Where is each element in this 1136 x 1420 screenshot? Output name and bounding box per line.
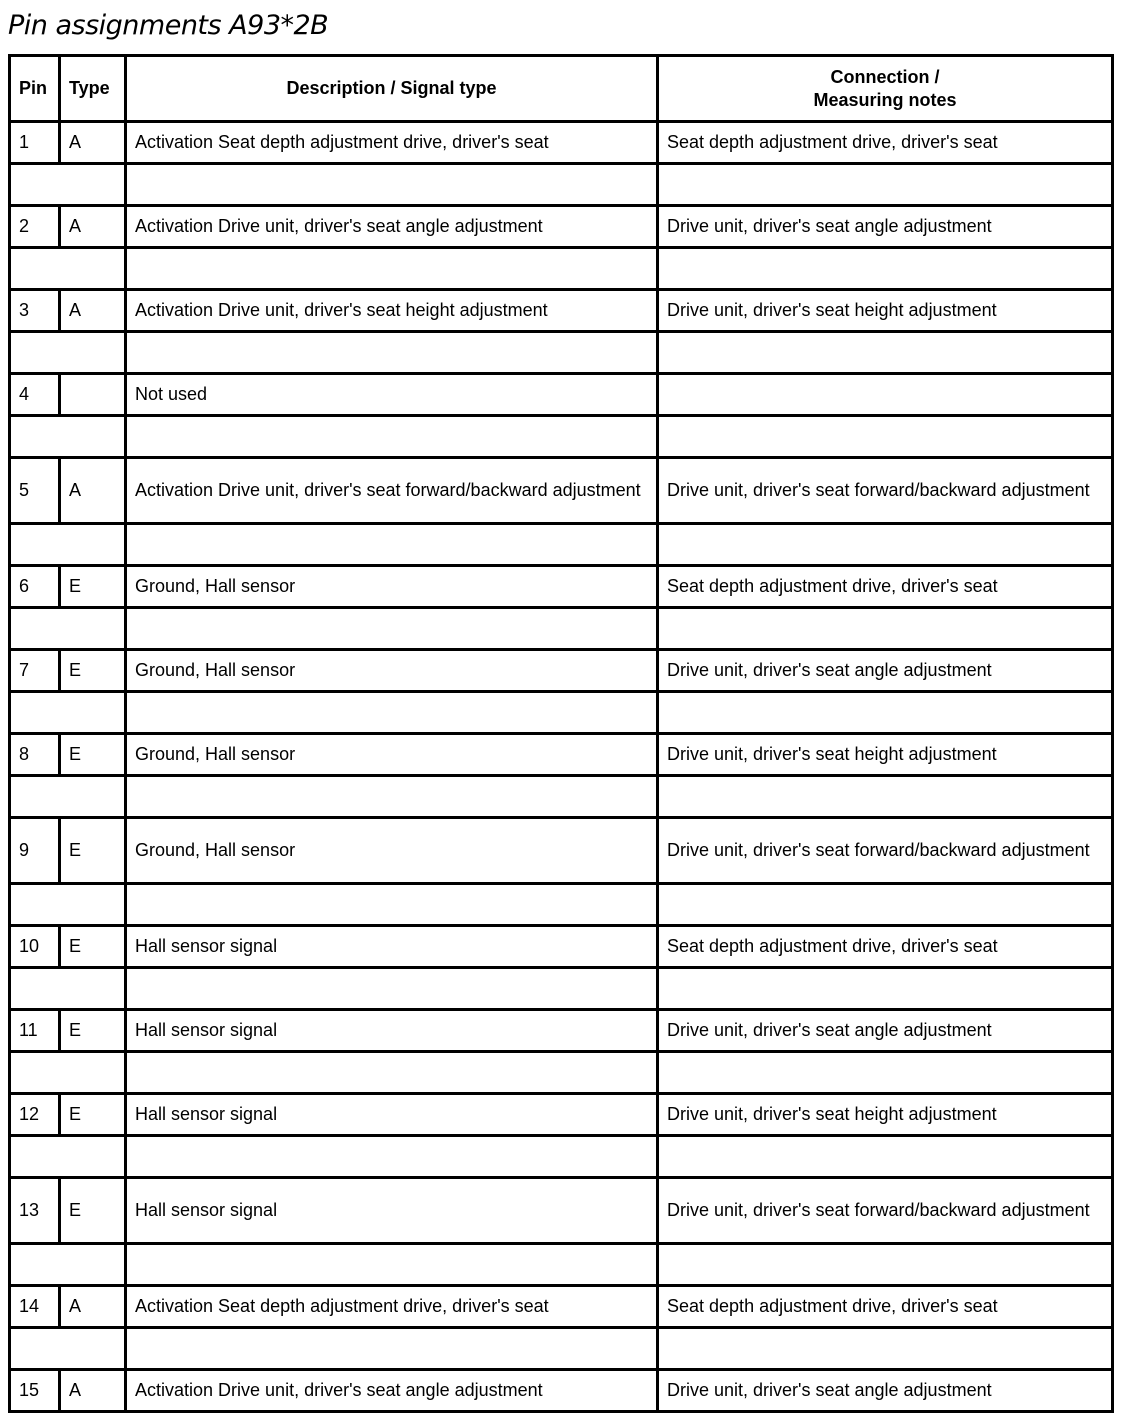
description-cell: Activation Seat depth adjustment drive, driver's seat (126, 122, 658, 164)
connection-cell (658, 374, 1113, 416)
separator-cell (126, 968, 658, 1010)
page-title: Pin assignments A93*2B (8, 10, 329, 41)
table-row (10, 1286, 1113, 1328)
separator-cell (10, 608, 126, 650)
connection-cell: Drive unit, driver's seat forward/backward adjustment (658, 818, 1113, 884)
pin-cell: 12 (10, 1094, 60, 1136)
separator-row (10, 1052, 1113, 1094)
connection-cell: Drive unit, driver's seat height adjustment (658, 290, 1113, 332)
pin-cell: 3 (10, 290, 60, 332)
type-cell: E (60, 734, 126, 776)
table-row (10, 1010, 1113, 1052)
pin-cell: 13 (10, 1178, 60, 1244)
separator-cell (658, 692, 1113, 734)
type-cell: A (60, 290, 126, 332)
connection-cell: Drive unit, driver's seat forward/backward adjustment (658, 1178, 1113, 1244)
pin-cell: 1 (10, 122, 60, 164)
separator-row (10, 524, 1113, 566)
separator-cell (10, 416, 126, 458)
table-row (10, 1094, 1113, 1136)
separator-cell (126, 1328, 658, 1370)
pin-cell: 9 (10, 818, 60, 884)
table-row (10, 734, 1113, 776)
pin-cell: 15 (10, 1370, 60, 1412)
connection-cell: Drive unit, driver's seat forward/backward adjustment (658, 458, 1113, 524)
pin-cell: 5 (10, 458, 60, 524)
separator-cell (658, 1328, 1113, 1370)
separator-cell (126, 1052, 658, 1094)
pin-assignment-table (8, 54, 1114, 1413)
separator-row (10, 164, 1113, 206)
description-cell: Activation Drive unit, driver's seat angle adjustment (126, 1370, 658, 1412)
separator-cell (10, 692, 126, 734)
table-row (10, 566, 1113, 608)
header-type: Type (60, 56, 126, 122)
header-pin: Pin (10, 56, 60, 122)
separator-row (10, 884, 1113, 926)
separator-cell (126, 164, 658, 206)
description-cell: Ground, Hall sensor (126, 818, 658, 884)
connection-cell: Seat depth adjustment drive, driver's seat (658, 926, 1113, 968)
table-row (10, 122, 1113, 164)
table-row (10, 290, 1113, 332)
connection-cell: Seat depth adjustment drive, driver's seat (658, 1286, 1113, 1328)
type-cell: A (60, 1370, 126, 1412)
separator-row (10, 1328, 1113, 1370)
separator-cell (10, 776, 126, 818)
type-cell: A (60, 122, 126, 164)
pin-cell: 7 (10, 650, 60, 692)
separator-cell (658, 884, 1113, 926)
separator-cell (10, 248, 126, 290)
separator-cell (658, 1052, 1113, 1094)
header-connection-line2: Measuring notes (813, 89, 957, 110)
separator-cell (10, 1052, 126, 1094)
table-row (10, 926, 1113, 968)
separator-row (10, 692, 1113, 734)
table-row (10, 374, 1113, 416)
description-cell: Activation Drive unit, driver's seat height adjustment (126, 290, 658, 332)
connection-cell: Drive unit, driver's seat angle adjustment (658, 1370, 1113, 1412)
separator-cell (126, 524, 658, 566)
header-connection (658, 56, 1113, 122)
table-row (10, 1178, 1113, 1244)
separator-cell (126, 248, 658, 290)
connection-cell: Drive unit, driver's seat angle adjustment (658, 650, 1113, 692)
connection-cell: Seat depth adjustment drive, driver's seat (658, 566, 1113, 608)
type-cell: E (60, 1178, 126, 1244)
type-cell: E (60, 926, 126, 968)
description-cell: Ground, Hall sensor (126, 566, 658, 608)
description-cell: Hall sensor signal (126, 1010, 658, 1052)
description-cell: Ground, Hall sensor (126, 734, 658, 776)
separator-row (10, 332, 1113, 374)
separator-cell (126, 1244, 658, 1286)
connection-cell: Drive unit, driver's seat angle adjustment (658, 206, 1113, 248)
type-cell: A (60, 206, 126, 248)
separator-cell (658, 1136, 1113, 1178)
table-row (10, 206, 1113, 248)
separator-cell (658, 524, 1113, 566)
separator-cell (10, 164, 126, 206)
connection-cell: Drive unit, driver's seat angle adjustment (658, 1010, 1113, 1052)
separator-cell (126, 416, 658, 458)
table-row (10, 1370, 1113, 1412)
table-header-row (10, 56, 1113, 122)
separator-cell (658, 332, 1113, 374)
pin-cell: 6 (10, 566, 60, 608)
type-cell: A (60, 1286, 126, 1328)
pin-cell: 4 (10, 374, 60, 416)
separator-cell (126, 692, 658, 734)
separator-cell (658, 248, 1113, 290)
type-cell: A (60, 458, 126, 524)
description-cell: Activation Seat depth adjustment drive, driver's seat (126, 1286, 658, 1328)
description-cell: Activation Drive unit, driver's seat angle adjustment (126, 206, 658, 248)
separator-cell (10, 524, 126, 566)
description-cell: Activation Drive unit, driver's seat forward/backward adjustment (126, 458, 658, 524)
separator-cell (10, 332, 126, 374)
type-cell (60, 374, 126, 416)
separator-cell (126, 332, 658, 374)
separator-cell (126, 1136, 658, 1178)
pin-cell: 8 (10, 734, 60, 776)
type-cell: E (60, 566, 126, 608)
pin-cell: 14 (10, 1286, 60, 1328)
separator-cell (658, 776, 1113, 818)
separator-cell (10, 1328, 126, 1370)
separator-cell (10, 1244, 126, 1286)
connection-cell: Drive unit, driver's seat height adjustment (658, 734, 1113, 776)
separator-row (10, 1136, 1113, 1178)
separator-cell (658, 1244, 1113, 1286)
separator-cell (10, 884, 126, 926)
description-cell: Not used (126, 374, 658, 416)
separator-row (10, 968, 1113, 1010)
separator-cell (126, 884, 658, 926)
pin-cell: 10 (10, 926, 60, 968)
connection-cell: Seat depth adjustment drive, driver's seat (658, 122, 1113, 164)
separator-cell (126, 608, 658, 650)
type-cell: E (60, 818, 126, 884)
table-row (10, 650, 1113, 692)
separator-row (10, 248, 1113, 290)
description-cell: Hall sensor signal (126, 1094, 658, 1136)
separator-row (10, 416, 1113, 458)
separator-cell (658, 608, 1113, 650)
separator-cell (658, 968, 1113, 1010)
table-row (10, 818, 1113, 884)
connection-cell: Drive unit, driver's seat height adjustment (658, 1094, 1113, 1136)
description-cell: Hall sensor signal (126, 1178, 658, 1244)
separator-row (10, 1244, 1113, 1286)
separator-cell (658, 164, 1113, 206)
table-row (10, 458, 1113, 524)
pin-cell: 2 (10, 206, 60, 248)
header-description: Description / Signal type (126, 56, 658, 122)
separator-row (10, 608, 1113, 650)
description-cell: Ground, Hall sensor (126, 650, 658, 692)
header-connection-line1: Connection / (830, 66, 940, 87)
separator-row (10, 776, 1113, 818)
separator-cell (10, 968, 126, 1010)
description-cell: Hall sensor signal (126, 926, 658, 968)
type-cell: E (60, 1010, 126, 1052)
separator-cell (126, 776, 658, 818)
separator-cell (658, 416, 1113, 458)
pin-cell: 11 (10, 1010, 60, 1052)
type-cell: E (60, 650, 126, 692)
type-cell: E (60, 1094, 126, 1136)
separator-cell (10, 1136, 126, 1178)
